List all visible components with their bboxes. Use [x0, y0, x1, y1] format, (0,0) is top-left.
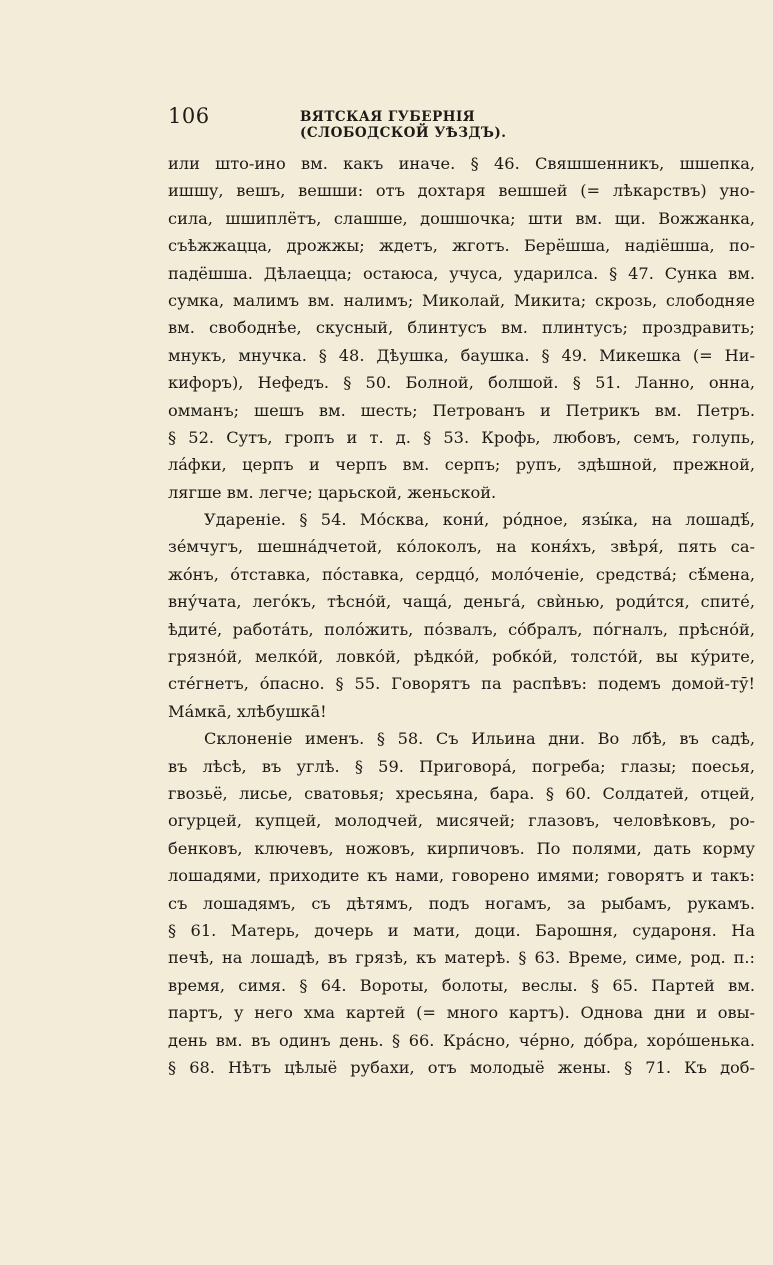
text-line: ишшу, вешъ, вешши: отъ дохтаря вешшей (= лѣкарствъ) уно-: [168, 181, 755, 201]
text-line: § 68. Нѣтъ цѣлыё рубахи, отъ молодыё жены. § 71. Къ доб-: [168, 1057, 755, 1077]
text-line: жóнъ, óтставка, пóставка, сердцó, молóченіе, средствá; сѣ́мена,: [168, 564, 755, 584]
paragraph: [168, 150, 755, 506]
text-line: Мáмка̄, хлѣбушка̄!: [168, 701, 327, 721]
running-head: ВЯТСКАЯ ГУБЕРНІЯ (СЛОБОДСКОЙ УѢЗДЪ).: [300, 109, 507, 141]
text-line: ѣдитé, работáть, полóжить, пóзвалъ, сóбралъ, пóгналъ, прѣснóй,: [168, 619, 755, 639]
page-number: 106: [168, 104, 210, 128]
text-line: стéгнетъ, óпасно. § 55. Говорятъ па распѣвъ: подемъ домой-тӯ!: [168, 674, 755, 694]
text-line: лошадями, приходите къ нами, говорено имями; говорятъ и такъ:: [168, 866, 755, 886]
text-line: сумка, малимъ вм. налимъ; Миколай, Микита; скрозь, слободняе: [168, 290, 755, 310]
text-line: омманъ; шешъ вм. шесть; Петрованъ и Петрикъ вм. Петръ.: [168, 400, 755, 420]
text-line: въ лѣсѣ, въ углѣ. § 59. Приговорá, погреба; глазы; поесья,: [168, 756, 755, 776]
text-line: лáфки, церпъ и черпъ вм. серпъ; рупъ, здѣшной, прежной,: [168, 455, 755, 475]
text-line: съѣжжацца, дрожжы; ждетъ, жготъ. Берёшша, надiёшша, по-: [168, 236, 755, 256]
paragraph: [168, 506, 755, 725]
text-line: время, симя. § 64. Вороты, болоты, веслы. § 65. Партей вм.: [168, 975, 755, 995]
text-line: грязнóй, мелкóй, ловкóй, рѣдкóй, робкóй, толстóй, вы ку́рите,: [168, 647, 755, 667]
text-line: сила, шшиплётъ, слашше, дошшочка; шти вм. щи. Вожжанка,: [168, 208, 755, 228]
text-line: кифоръ), Нефедъ. § 50. Болной, болшой. § 51. Ланно, онна,: [168, 373, 755, 393]
text-line: или што-ино вм. какъ иначе. § 46. Свяшшенникъ, шшепка,: [168, 154, 755, 173]
text-line: мнукъ, мнучка. § 48. Дѣушка, баушка. § 49. Микешка (= Ни-: [168, 345, 755, 365]
text-line: вну́чата, легóкъ, тѣснóй, чащá, деньгá, свѝнью, роди́тся, спитé,: [168, 592, 755, 612]
page-header: [168, 104, 598, 141]
text-line: огурцей, купцей, молодчей, мисячей; глазовъ, человѣковъ, ро-: [168, 811, 755, 831]
text-line: зéмчугъ, шешнáдчетой, кóлоколъ, на коня́хъ, звѣря́, пять са-: [168, 537, 755, 557]
text-line: лягше вм. легче; царьской, женьской.: [168, 482, 497, 502]
text-line: съ лошадямъ, съ дѣтямъ, подъ ногамъ, за рыбамъ, рукамъ.: [168, 893, 755, 913]
text-line: вм. свободнѣе, скусный, блинтусъ вм. плинтусъ; проздравить;: [168, 318, 755, 338]
text-line: бенковъ, ключевъ, ножовъ, кирпичовъ. По полями, дать корму: [168, 838, 755, 858]
paragraph: [168, 725, 755, 1081]
body-text: [168, 150, 755, 1081]
text-line: гвозьё, лисье, сватовья; хресьяна, бара. § 60. Солдатей, отцей,: [168, 783, 755, 803]
text-line: Склоненіе именъ. § 58. Съ Ильина дни. Во лбѣ, въ садѣ,: [204, 729, 755, 749]
text-line: § 52. Сутъ, гропъ и т. д. § 53. Крофь, любовъ, семъ, голупь,: [168, 427, 755, 447]
text-line: падёшша. Дѣлаецца; остаюса, учуса, ударилса. § 47. Сунка вм.: [168, 263, 755, 283]
text-line: партъ, у него хма картей (= много картъ). Однова дни и овы-: [168, 1003, 755, 1023]
text-line: § 61. Матерь, дочерь и мати, доци. Барошня, судароня. На: [168, 920, 755, 940]
text-line: Удареніе. § 54. Мóсква, кони́, рóдное, язы́ка, на лошадѣ́,: [204, 510, 755, 530]
text-line: печѣ, на лошадѣ, въ грязѣ, къ матерѣ. § 63. Време, симе, род. п.:: [168, 948, 755, 968]
text-line: день вм. въ одинъ день. § 66. Крáсно, чéрно, дóбра, хорóшенька.: [168, 1030, 755, 1050]
